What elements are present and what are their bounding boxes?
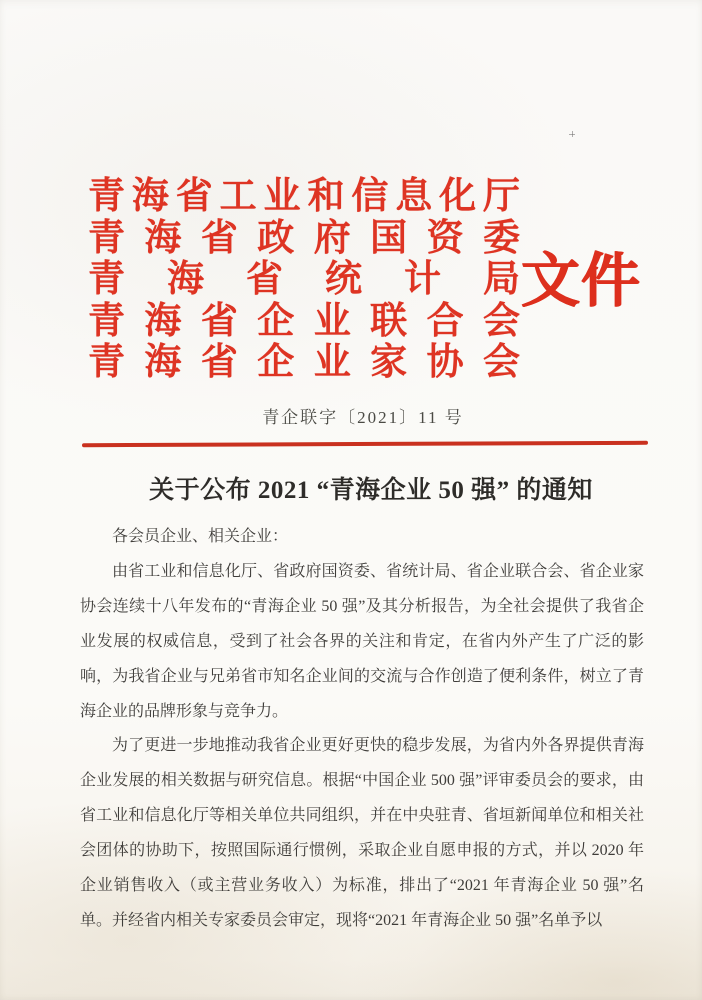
document-body <box>80 520 644 939</box>
scan-artifact-speck <box>569 131 575 137</box>
issuer-line-5: 青海省企业家协会 <box>88 342 520 383</box>
document-title: 关于公布 2021 “青海企业 50 强” 的通知 <box>149 477 593 504</box>
doc-number: 青企联字〔2021〕11 号 <box>262 408 464 427</box>
body-paragraph-2: 为了更进一步地推动我省企业更好更快的稳步发展，为省内外各界提供青海企业发展的相关数据与研究信息。根据“中国企业 500 强”评审委员会的要求，由省工业和信息化厅等相关单位共同组织，并在中央驻青、省垣新闻单位和相关社会团体的协助下，按照国际通行惯例，采取企业自愿申报的方式，并以 2020 年企业销售收入（或主营业务收入）为标准，排出了“2021 年青海企业 50 强”名单。并经省内相关专家委员会审定，现将“2021 年青海企业 50 强”名单予以 <box>80 737 644 929</box>
body-paragraph-1: 由省工业和信息化厅、省政府国资委、省统计局、省企业联合会、省企业家协会连续十八年发布的“青海企业 50 强”及其分析报告，为全社会提供了我省企业发展的权威信息，受到了社会各界的关注和肯定，在省内外产生了广泛的影响，为我省企业与兄弟省市知名企业间的交流与合作创造了便利条件，树立了青海企业的品牌形象与竞争力。 <box>80 562 644 720</box>
issuer-line-1: 青海省工业和信息化厅 <box>88 176 520 217</box>
doc-type-label: 文件 <box>521 248 642 314</box>
issuer-line-2: 青海省政府国资委 <box>88 217 520 259</box>
issuer-line-4: 青海省企业联合会 <box>88 300 520 342</box>
red-divider-rule <box>82 441 648 447</box>
issuer-line-3: 青海省统计局 <box>88 259 520 300</box>
salutation: 各会员企业、相关企业： <box>112 528 289 545</box>
letterhead <box>88 176 520 384</box>
